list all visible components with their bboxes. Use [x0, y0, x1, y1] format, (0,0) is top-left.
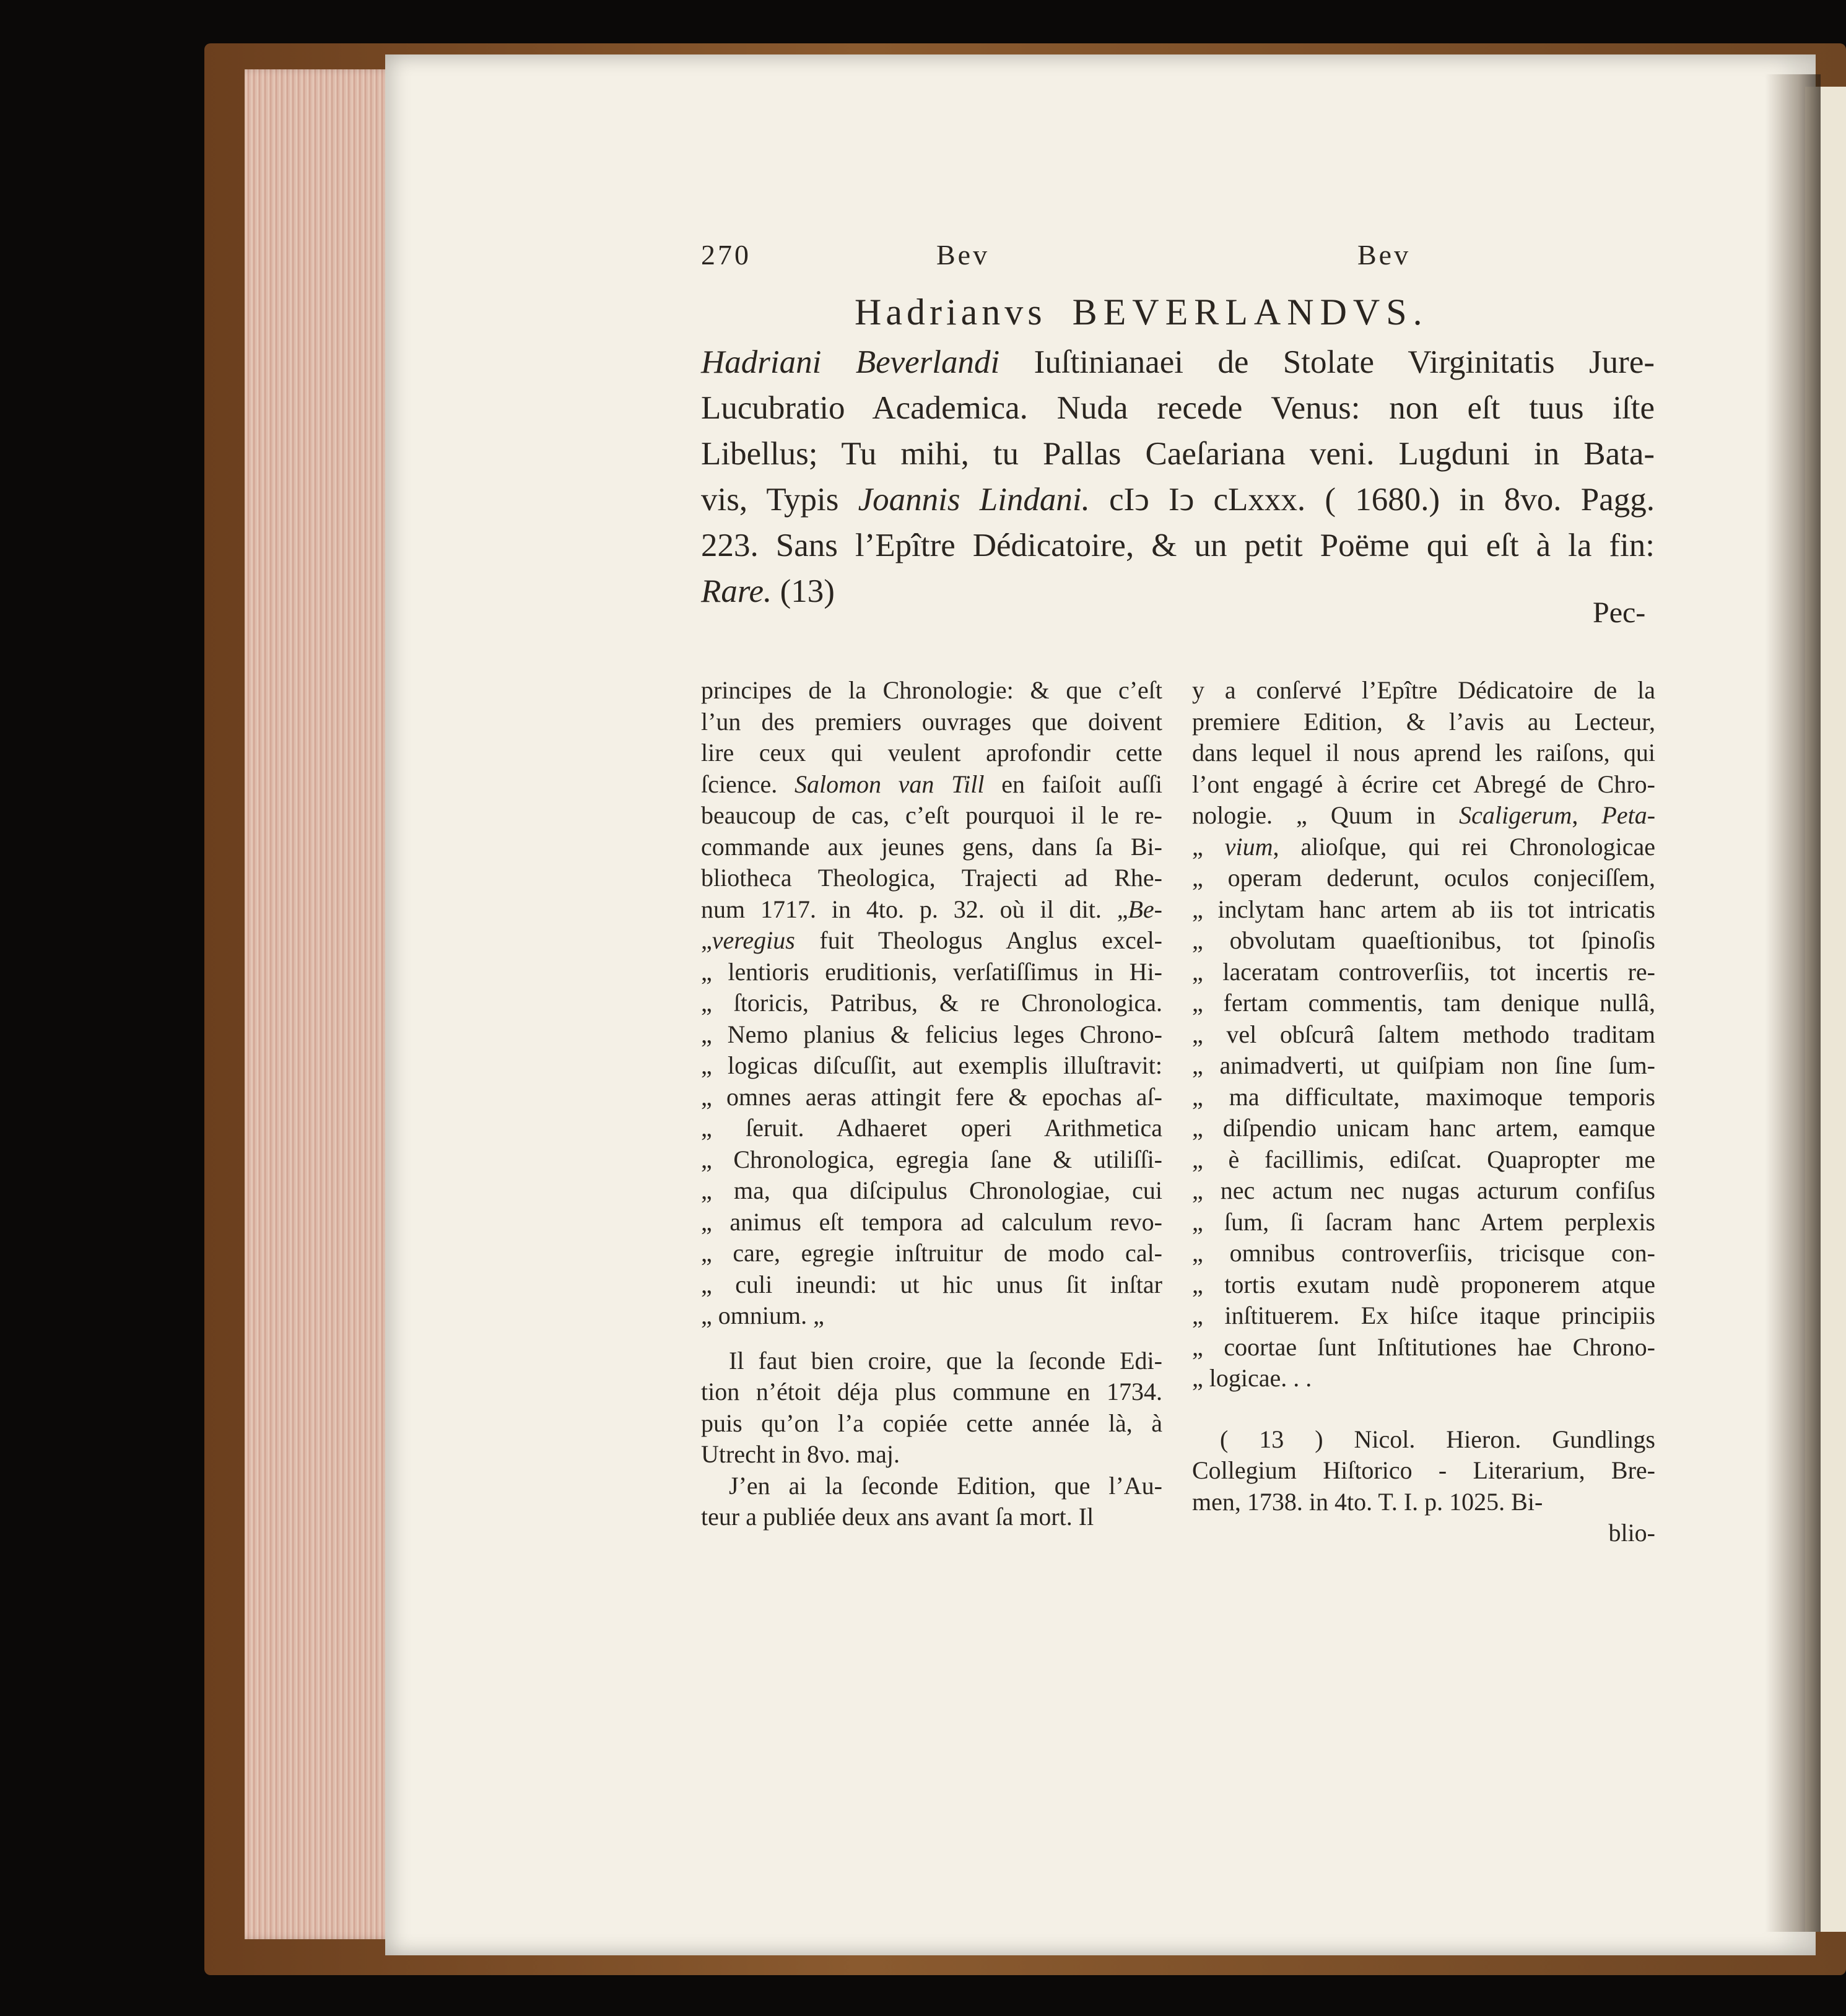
- column-text-line: „ ſum, ſi ſacram hanc Artem perplexis: [1192, 1207, 1655, 1236]
- column-text-line: ( 13 ) Nicol. Hieron. Gundlings: [1220, 1425, 1655, 1453]
- column-text-line: dans lequel il nous aprend les raiſons, qui: [1192, 739, 1655, 767]
- column-text-line: „ vel obſcurâ ſaltem methodo traditam: [1192, 1020, 1655, 1048]
- column-text-line: „ Chronologica, egregia ſane & utiliſſi-: [701, 1145, 1162, 1173]
- right-column: [1192, 675, 1655, 1549]
- main-text-line: vis, Typis Joannis Lindani. cIↄ Iↄ cLxxx. ( 1680.) in 8vo. Pagg.: [701, 482, 1655, 518]
- column-text-line: „ obvolutam quaeſtionibus, tot ſpinoſis: [1192, 926, 1655, 954]
- catchword-right: blio-: [1608, 1519, 1655, 1547]
- column-text-line: l’un des premiers ouvrages que doivent: [701, 707, 1162, 736]
- column-text-line: Utrecht in 8vo. maj.: [701, 1440, 900, 1468]
- column-text-line: bliotheca Theologica, Trajecti ad Rhe-: [701, 864, 1162, 892]
- column-text-line: „ ma difficultate, maximoque temporis: [1192, 1082, 1655, 1111]
- column-text-line: y a conſervé l’Epître Dédicatoire de la: [1192, 676, 1655, 704]
- catchword-main: Pec-: [1593, 596, 1646, 629]
- entry-heading: [855, 291, 1660, 334]
- main-text-line: Rare. (13): [701, 573, 835, 609]
- column-text-line: „ ſeruit. Adhaeret operi Arithmetica: [701, 1114, 1162, 1142]
- column-text-line: „ culi ineundi: ut hic unus ſit inſtar: [701, 1270, 1162, 1298]
- column-text-line: l’ont engagé à écrire cet Abregé de Chro-: [1192, 770, 1655, 798]
- column-text-line: „ ma, qua diſcipulus Chronologiae, cui: [701, 1176, 1162, 1204]
- column-text-line: lire ceux qui veulent aprofondir cette: [701, 739, 1162, 767]
- column-text-line: „ inſtituerem. Ex hiſce itaque principiis: [1192, 1301, 1655, 1329]
- column-text-line: „veregius fuit Theologus Anglus excel-: [701, 926, 1162, 954]
- column-text-line: ſcience. Salomon van Till en faiſoit auſſi: [701, 770, 1162, 798]
- column-text-line: nologie. „ Quum in Scaligerum, Peta-: [1192, 801, 1656, 829]
- column-text-line: „ omnium. „: [701, 1301, 824, 1329]
- column-text-line: tion n’étoit déja plus commune en 1734.: [701, 1378, 1162, 1406]
- column-text-line: „ care, egregie inſtruitur de modo cal-: [701, 1239, 1162, 1267]
- column-text-line: men, 1738. in 4to. T. I. p. 1025. Bi-: [1192, 1487, 1543, 1516]
- left-column: [701, 675, 1162, 1533]
- main-text-line: Hadriani Beverlandi Iuſtinianaei de Stolate Virginitatis Jure-: [701, 344, 1655, 380]
- column-text-line: „ nec actum nec nugas acturum confiſus: [1192, 1176, 1655, 1204]
- column-text-line: „ coortae ſunt Inſtitutiones hae Chrono-: [1192, 1332, 1655, 1361]
- running-head-right: Bev: [1357, 239, 1411, 271]
- column-text-line: „ laceratam controverſiis, tot incertis re-: [1192, 957, 1655, 986]
- column-text-line: „ fertam commentis, tam denique nullâ,: [1192, 989, 1655, 1017]
- heading-last-name: BEVERLANDVS.: [1072, 292, 1429, 332]
- column-text-line: premiere Edition, & l’avis au Lecteur,: [1192, 707, 1655, 736]
- heading-first-name: Hadrianvs: [855, 292, 1047, 332]
- column-text-line: „ è facillimis, ediſcat. Quapropter me: [1192, 1145, 1655, 1173]
- main-text-line: Lucubratio Academica. Nuda recede Venus: non eſt tuus iſte: [701, 390, 1655, 426]
- page-edges: [245, 69, 396, 1939]
- column-text-line: „ vium, alioſque, qui rei Chronologicae: [1192, 832, 1655, 861]
- column-text-line: „ diſpendio unicam hanc artem, eamque: [1192, 1114, 1655, 1142]
- column-text-line: „ logicas diſcuſſit, aut exemplis illuſtravit:: [701, 1051, 1162, 1079]
- column-text-line: „ omnibus controverſiis, tricisque con-: [1192, 1239, 1655, 1267]
- column-text-line: „ inclytam hanc artem ab iis tot intricatis: [1192, 895, 1655, 923]
- column-text-line: teur a publiée deux ans avant ſa mort. Il: [701, 1503, 1094, 1531]
- column-text-line: Il faut bien croire, que la ſeconde Edi-: [729, 1346, 1162, 1375]
- column-text-line: beaucoup de cas, c’eſt pourquoi il le re-: [701, 801, 1162, 829]
- column-text-line: „ animadverti, ut quiſpiam non ſine ſum-: [1192, 1051, 1655, 1079]
- column-text-line: J’en ai la ſeconde Edition, que l’Au-: [729, 1471, 1162, 1500]
- column-text-line: „ ſtoricis, Patribus, & re Chronologica.: [701, 989, 1162, 1017]
- page-number: 270: [701, 239, 751, 271]
- column-text-line: „ animus eſt tempora ad calculum revo-: [701, 1207, 1162, 1236]
- main-text-line: Libellus; Tu mihi, tu Pallas Caeſariana veni. Lugduni in Bata-: [701, 436, 1655, 472]
- column-text-line: Collegium Hiſtorico - Literarium, Bre-: [1192, 1456, 1655, 1484]
- main-text-line: 223. Sans l’Epître Dédicatoire, & un petit Poëme qui eſt à la fin:: [701, 528, 1655, 563]
- gutter-shadow: [1765, 74, 1821, 1932]
- column-text-line: „ omnes aeras attingit fere & epochas aſ-: [701, 1082, 1162, 1111]
- column-text-line: „ Nemo planius & felicius leges Chrono-: [701, 1020, 1162, 1048]
- column-text-line: commande aux jeunes gens, dans ſa Bi-: [701, 832, 1162, 861]
- column-text-line: „ lentioris eruditionis, verſatiſſimus in Hi-: [701, 957, 1162, 986]
- column-text-line: puis qu’on l’a copiée cette année là, à: [701, 1409, 1162, 1437]
- column-text-line: „ logicae. . .: [1192, 1364, 1312, 1392]
- column-text-line: principes de la Chronologie: & que c’eſt: [701, 676, 1162, 704]
- column-text-line: „ tortis exutam nudè proponerem atque: [1192, 1270, 1655, 1298]
- entry-main-paragraph: [701, 339, 1655, 614]
- column-text-line: num 1717. in 4to. p. 32. où il dit. „Be-: [701, 895, 1162, 923]
- running-head-left: Bev: [936, 239, 990, 271]
- column-text-line: „ operam dederunt, oculos conjeciſſem,: [1192, 864, 1655, 892]
